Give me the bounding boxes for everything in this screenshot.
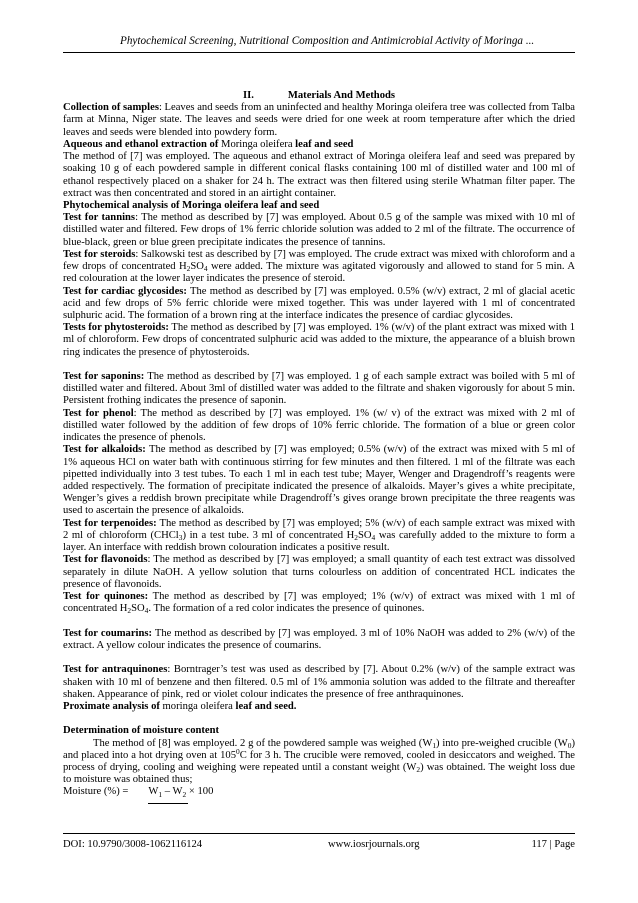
section-number: II. [242, 90, 254, 101]
paragraph-label: Test for terpenoides: [63, 517, 157, 529]
paragraph-text: ) into pre-weighed crucible (W [436, 737, 568, 749]
paragraph-text: : The method as described by [7] was employed. 1% (w/ v) of the extract was mixed with 2 ml of distilled water followed by the addition of few drops of 10% ferric chloride. The formation of a blue or green color indicates the presence of phenols. [63, 407, 575, 444]
running-title: Phytochemical Screening, Nutritional Composition and Antimicrobial Activity of Moringa ... [120, 35, 535, 47]
blank-line [63, 652, 575, 664]
paragraph-label: Test for steroids [63, 248, 136, 260]
moisture-content-subheading [63, 725, 575, 737]
species-name: Moringa oleifera [218, 138, 296, 150]
phytochemical-analysis-subheading [63, 200, 575, 212]
subscript: 3 [178, 532, 183, 542]
test-coumarins-paragraph [63, 628, 575, 652]
subscript: 2 [416, 765, 421, 775]
paragraph-text: C for 3 h. The crucible were removed, cooled in desiccators and weighed. The process of drying, cooling and weighing were repeated until a constant weight (W [63, 749, 575, 774]
subscript: 1 [158, 789, 163, 799]
test-antraquinones-paragraph [63, 664, 575, 701]
formula-term: W [148, 786, 159, 798]
paragraph-text: The method as described by [7] was employed; 1% (w/v) of extract was mixed with 1 ml of concentrated H [63, 590, 575, 615]
test-quinones-paragraph [63, 591, 575, 615]
footer-doi: DOI: 10.9790/3008-1062116124 [63, 839, 203, 850]
paragraph-text: ) and placed into a hot drying oven at 105 [63, 737, 575, 761]
paragraph-text: : Salkowski test as described by [7] was employed. The crude extract was mixed with chloroform and a few drops of concentrated H [63, 248, 575, 273]
subscript: 2 [186, 264, 191, 274]
paragraph-label: Test for coumarins: [63, 627, 153, 639]
paragraph-label: Test for flavonoids [63, 554, 148, 566]
paragraph-text: The method of [8] was employed. 2 g of the powdered sample was weighed (W [93, 737, 433, 749]
paragraph-text: was carefully added to the mixture to form a layer. An interface with reddish brown colouration indicates a positive result. [63, 529, 575, 554]
body-column [63, 90, 575, 799]
paragraph-text: . The formation of a red color indicates the presence of quinones. [148, 603, 425, 615]
paragraph-text: The method as described by [7] was employed; 5% (w/v) of each sample extract was mixed with 2 ml of chloroform (CHCl [63, 517, 576, 541]
paragraph-text: : Leaves and seeds from an uninfected and healthy Moringa oleifera tree was collected from Talba farm at Minna, Niger state. The leaves and seeds were dried for one week at room temperature after which the dried leaves and seeds were blended into powdery form. [63, 102, 575, 138]
subheading-text: Phytochemical analysis of Moringa oleifera leaf and seed [63, 199, 320, 211]
test-cardiac-glycosides-paragraph [63, 286, 575, 323]
extraction-subheading [63, 139, 575, 151]
test-tannins-paragraph [63, 212, 575, 249]
formula-numerator [148, 786, 213, 798]
superscript: 0 [236, 747, 240, 757]
paragraph-label: Collection of samples [63, 102, 159, 114]
blank-line [63, 359, 575, 371]
proximate-analysis-subheading [63, 701, 575, 713]
paragraph-text: ) was obtained. The weight loss due to moisture was obtained thus; [63, 762, 575, 786]
subheading-text: Determination of moisture content [63, 725, 220, 737]
paragraph-text: The method of [7] was employed. The aqueous and ethanol extract of Moringa oleifera leaf and seed was prepared by soaking 10 g of each powdered sample in different conical flasks containing 100 ml of distilled water and 100 ml of ethanol respectively placed on a shaker for 24 h. The extract was then filtered using sterile Whatman filter paper. The extract was then concentrated and stored in an airtight container. [63, 151, 575, 199]
paragraph-label: Test for quinones: [63, 590, 149, 602]
section-title: Materials And Methods [287, 90, 396, 101]
paragraph-text: were added. The mixture was agitated vigorously and allowed to stand for 5 min. A red colouration at the lower layer indicates the presence of steroid. [63, 261, 575, 285]
subscript: 1 [432, 740, 437, 750]
subheading-text: leaf and seed. [235, 700, 297, 712]
paragraph-label: Test for alkaloids: [63, 444, 146, 456]
subscript: 4 [144, 606, 149, 616]
fraction-bar [148, 803, 188, 804]
moisture-formula [63, 786, 575, 798]
subheading-text: Proximate analysis of [63, 700, 160, 712]
formula-term: – W [162, 786, 183, 798]
paragraph-text: The method as described by [7] was employed; 0.5% (w/v) of the extract was mixed with 5 ml of 1% aqueous HCl on water bath with continuous stirring for few minutes and then filtered. 1 ml of the filtrate was each pipetted individually into 3 test tubes. To each 1 ml in each test tube; Mayer, Wenger and Dragendroff’s reagents were added respectively. The formation of precipitate indicated the presence of alkaloids. Mayer’s gives a white precipitate, Wenger’s gives a reddish brown precipitate while Dragendroff’s gives orange brown precipitate the three reagents was used to ascertain the presence of alkaloids. [63, 444, 576, 517]
blank-line [63, 615, 575, 627]
formula-lhs: Moisture (%) = [63, 786, 129, 798]
footer-rule [63, 833, 575, 834]
subscript: 4 [371, 532, 376, 542]
paragraph-text: : Borntrager’s test was used as described by [7]. About 0.2% (w/v) of the sample extract was shaken with 10 ml of benzene and then filtered. 0.5 ml of 1% ammonia solution was added to the filtrate and thereafter shaken. Appearance of pink, red or violet colour indicates the presence of free anthraquinones. [63, 664, 575, 700]
footer-page-number: 117 | Page [531, 839, 575, 850]
test-steroids-paragraph [63, 249, 575, 286]
paragraph-text: SO [131, 603, 145, 615]
paragraph-text: The method as described by [7] was employed. 1% (w/v) of the plant extract was mixed with 1 ml of chloroform. Few drops of concentrated sulphuric acid was added to the mixture, the appearance of a bluish brown ring indicates the presence of phytosteroids. [63, 322, 575, 358]
paragraph-text: : The method as described by [7] was employed. About 0.5 g of the sample was mixed with 10 ml of distilled water and filtered. Few drops of 1% ferric chloride solution was added to 2 ml of the filtrate. The occurrence of blue-black, green or blue green precipitate indicates the presence of tannins. [63, 212, 575, 248]
paragraph-text: SO [190, 261, 204, 273]
subheading-text: leaf and seed [295, 138, 354, 150]
extraction-paragraph [63, 151, 575, 200]
test-terpenoides-paragraph [63, 518, 575, 555]
collection-of-samples-paragraph [63, 102, 575, 139]
paragraph-label: Tests for phytosteroids: [63, 322, 169, 334]
paragraph-text: The method as described by [7] was employed. 1 g of each sample extract was boiled with 5 ml of distilled water and filtered. About 3ml of distilled water was added to the filtrate and shaken vigorously for about 5 min. Persistent frothing indicates the presence of saponin. [63, 371, 575, 407]
paragraph-label: Test for cardiac glycosides: [63, 285, 187, 297]
paragraph-label: Test for antraquinones [63, 664, 168, 676]
moisture-method-paragraph [63, 738, 575, 787]
paragraph-text: The method as described by [7] was employed. 0.5% (w/v) extract, 2 ml of glacial acetic acid and few drops of 5% ferric chloride were mixed together. This was under layered with 1 ml of concentrated sulphuric acid. The formation of a brown ring at the interface indicates the presence of cardiac glycosides. [63, 285, 575, 321]
header-rule [63, 52, 575, 53]
test-flavonoids-paragraph [63, 554, 575, 591]
paragraph-label: Test for tannins [63, 212, 136, 224]
section-heading [63, 90, 575, 102]
paragraph-label: Test for saponins: [63, 371, 145, 383]
paragraph-text: : The method as described by [7] was employed; a small quantity of each test extract was dissolved separately in dilute NaOH. A yellow solution that turns colourless on addition of concentrated HCL indicates the presence of flavonoids. [63, 554, 575, 590]
test-phytosteroids-paragraph [63, 322, 575, 359]
subscript: 2 [182, 789, 187, 799]
footer-website: www.iosrjournals.org [328, 839, 420, 850]
subscript: 2 [127, 606, 132, 616]
test-phenol-paragraph [63, 408, 575, 445]
blank-line [63, 713, 575, 725]
test-saponins-paragraph [63, 371, 575, 408]
subscript: 2 [354, 532, 358, 542]
subscript: 0 [567, 740, 572, 750]
paragraph-text: SO [357, 529, 372, 541]
paragraph-text: ) in a test tube. 3 ml of concentrated H [182, 529, 355, 541]
subscript: 4 [203, 264, 208, 274]
formula-term: × 100 [186, 786, 214, 798]
paragraph-label: Test for phenol [63, 407, 134, 419]
subheading-text: Aqueous and ethanol extraction of [63, 138, 219, 150]
species-name: moringa oleifera [159, 700, 236, 712]
test-alkaloids-paragraph [63, 444, 575, 517]
paragraph-text: The method as described by [7] was employed. 3 ml of 10% NaOH was added to 2% (w/v) of the extract. A yellow colour indicates the presence of coumarins. [63, 627, 575, 651]
